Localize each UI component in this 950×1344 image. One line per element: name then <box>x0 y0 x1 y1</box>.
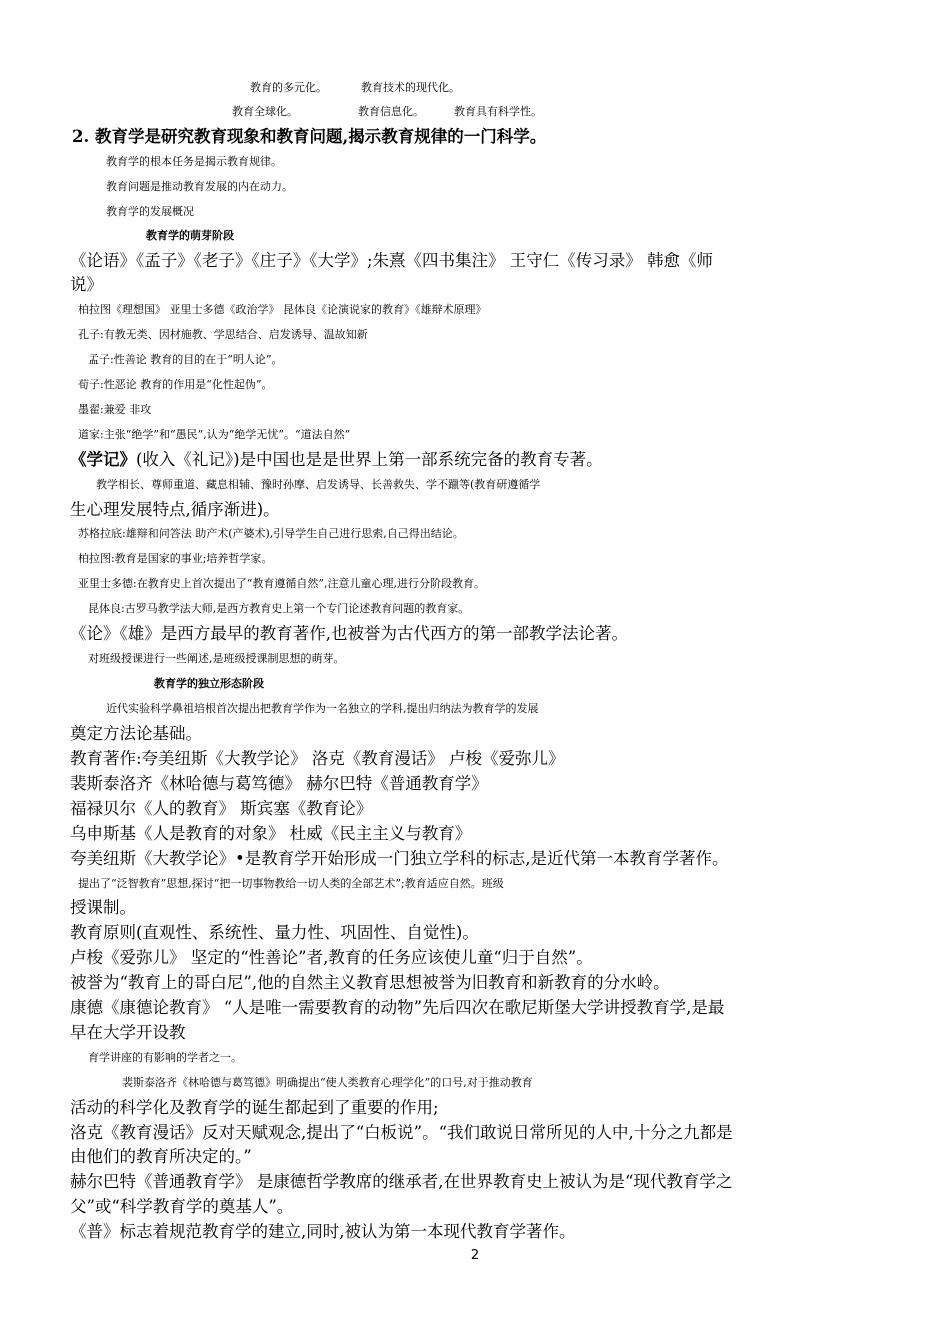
text-line: 被誉为“教育上的哥白尼”,他的自然主义教育思想被誉为旧教育和新教育的分水岭。 <box>70 973 670 992</box>
subsection-heading: 教育学的萌芽阶段 <box>146 229 234 242</box>
text-line: 乌申斯基《人是教育的对象》 杜威《民主主义与教育》 <box>70 824 472 843</box>
section-heading: 2. 教育学是研究教育现象和教育问题,揭示教育规律的一门科学。 <box>72 127 547 146</box>
text-span: (收入《礼记》)是中国也是是世界上第一部系统完备的教育专著。 <box>136 450 603 469</box>
text-line: 赫尔巴特《普通教育学》 是康德哲学教席的继承者,在世界教育史上被认为是“现代教育学之 <box>70 1172 733 1191</box>
text-line: 《论语》《孟子》《老子》《庄子》《大学》;朱熹《四书集注》 王守仁《传习录》 韩愈《师 <box>70 251 714 270</box>
text-line: 柏拉图《理想国》 亚里士多德《政治学》 昆体良《论演说家的教育》《雄辩术原理》 <box>78 303 487 316</box>
text-line: 授课制。 <box>70 898 136 917</box>
text-line: 活动的科学化及教育学的诞生都起到了重要的作用; <box>70 1098 439 1117</box>
text-line: 道家:主张“绝学”和“愚民”,认为“绝学无忧”。“道法自然” <box>78 428 351 441</box>
text-line: 康德《康德论教育》 “人是唯一需要教育的动物”先后四次在歌尼斯堡大学讲授教育学,是最 <box>70 998 725 1017</box>
text-line: 柏拉图:教育是国家的事业;培养哲学家。 <box>78 552 273 565</box>
text-line: 亚里士多德:在教育史上首次提出了“教育遵循自然”,注意儿童心理,进行分阶段教育。 <box>78 577 485 590</box>
text-line: 裴斯泰洛齐《林哈德与葛笃德》明确提出“使人类教育心理学化”的口号,对于推动教育 <box>122 1076 533 1089</box>
text-line: 孔子:有教无类、因材施教、学思结合、启发诱导、温故知新 <box>78 328 368 341</box>
text-line: 对班级授课进行一些阐述,是班级授课制思想的萌芽。 <box>88 652 345 665</box>
text-line: 提出了“泛智教育”思想,探讨“把一切事物教给一切人类的全部艺术”;教育适应自然。班级 <box>78 877 504 890</box>
text-line: 卢梭《爱弥儿》 坚定的“性善论”者,教育的任务应该使儿童“归于自然”。 <box>70 948 593 967</box>
text-line: 《普》标志着规范教育学的建立,同时,被认为第一本现代教育学著作。 <box>70 1222 576 1241</box>
page-number: 2 <box>470 1248 480 1263</box>
text-line: 孟子:性善论 教育的目的在于“明人论”。 <box>88 353 283 366</box>
text-line: 昆体良:古罗马教学法大师,是西方教育史上第一个专门论述教育问题的教育家。 <box>88 602 470 615</box>
text-line: 生心理发展特点,循序渐进)。 <box>70 500 280 519</box>
text-line: 由他们的教育所决定的。” <box>70 1147 252 1166</box>
text-span: 教育全球化。 <box>232 105 298 118</box>
text-line <box>70 448 882 472</box>
text-span: 《学记》 <box>70 450 136 469</box>
subsection-heading: 教育学的独立形态阶段 <box>154 677 264 690</box>
text-line: 福禄贝尔《人的教育》 斯宾塞《教育论》 <box>70 799 373 818</box>
text-line: 近代实验科学鼻祖培根首次提出把教育学作为一名独立的学科,提出归纳法为教育学的发展 <box>106 702 539 715</box>
text-line: 夸美纽斯《大教学论》•是教育学开始形成一门独立学科的标志,是近代第一本教育学著作。 <box>70 849 729 868</box>
text-line: 教育原则(直观性、系统性、量力性、巩固性、自觉性)。 <box>70 923 479 942</box>
text-span: 教育信息化。 <box>358 105 424 118</box>
text-line <box>250 76 950 100</box>
text-line: 教育问题是推动教育发展的内在动力。 <box>106 180 293 193</box>
text-line: 苏格拉底:雄辩和问答法 助产术(产婆术),引导学生自己进行思索,自己得出结论。 <box>78 527 464 540</box>
text-line: 教学相长、尊师重道、藏息相辅、豫时孙摩、启发诱导、长善救失、学不躐等(教育研遵循学 <box>96 478 541 491</box>
text-span: 教育技术的现代化。 <box>361 81 460 94</box>
text-line: 教育学的发展概况 <box>106 205 194 218</box>
text-line: 教育学的根本任务是揭示教育规律。 <box>106 155 282 168</box>
text-line: 洛克《教育漫话》反对天赋观念,提出了“白板说”。“我们敢说日常所见的人中,十分之九都是 <box>70 1123 733 1142</box>
text-line: 说》 <box>70 275 103 294</box>
text-line: 墨翟:兼爱 非攻 <box>78 403 152 416</box>
text-line: 父”或“科学教育学的奠基人”。 <box>70 1197 294 1216</box>
text-span: 教育具有科学性。 <box>454 105 542 118</box>
text-line: 育学讲座的有影响的学者之一。 <box>88 1051 242 1064</box>
text-line <box>232 100 950 124</box>
text-line: 奠定方法论基础。 <box>70 724 202 743</box>
text-line: 《论》《雄》是西方最早的教育著作,也被誉为古代西方的第一部教学法论著。 <box>70 624 628 643</box>
text-line: 裴斯泰洛齐《林哈德与葛笃德》 赫尔巴特《普通教育学》 <box>70 774 488 793</box>
text-line: 早在大学开设教 <box>70 1023 186 1042</box>
text-span: 教育的多元化。 <box>250 81 327 94</box>
text-line: 教育著作:夸美纽斯《大教学论》 洛克《教育漫话》 卢梭《爱弥儿》 <box>70 749 565 768</box>
text-line: 荀子:性恶论 教育的作用是“化性起伪”。 <box>78 378 273 391</box>
